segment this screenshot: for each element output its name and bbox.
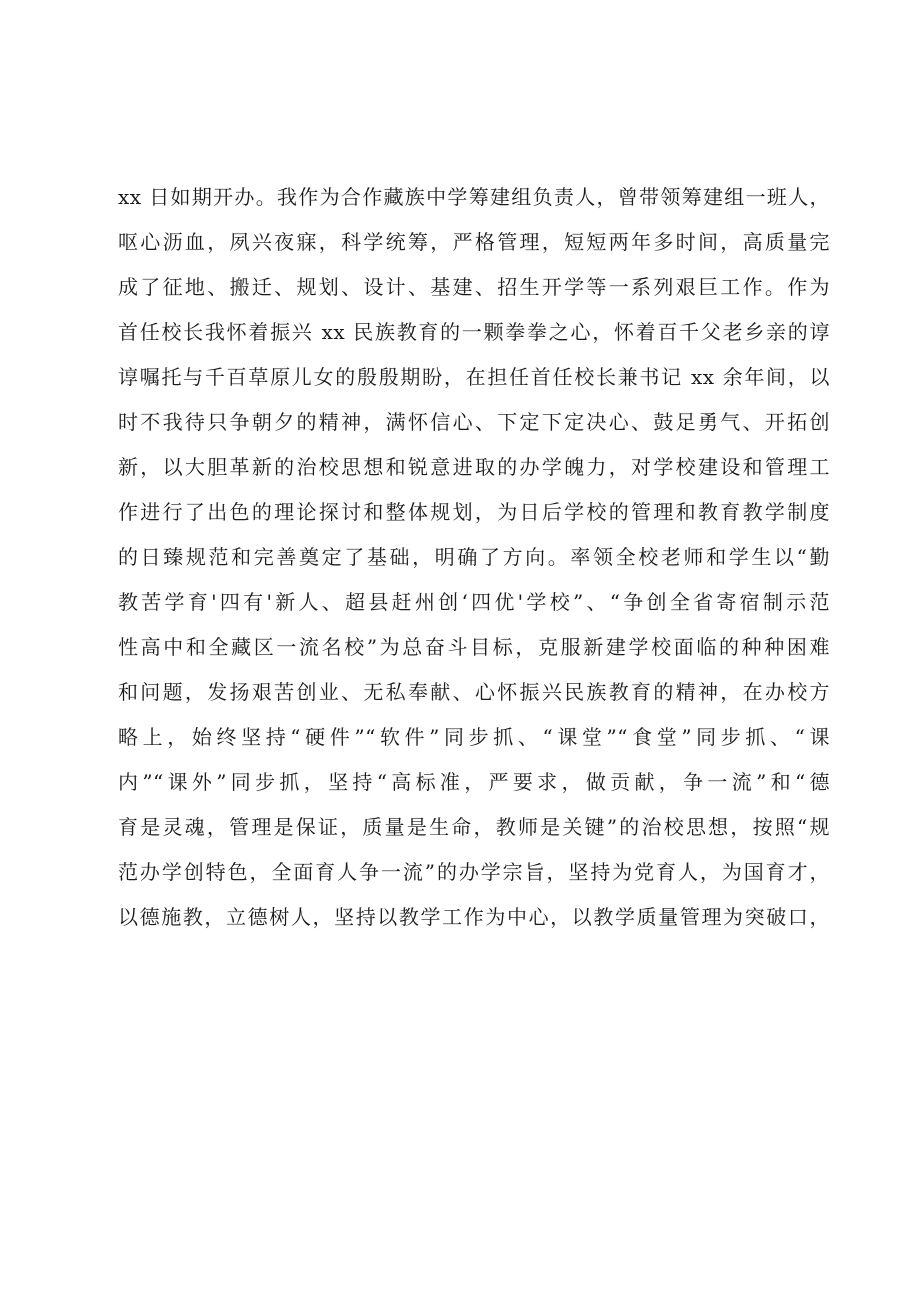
text-line: 时不我待只争朝夕的精神，满怀信心、下定下定决心、鼓足勇气、开拓创 [118, 410, 830, 434]
text-line: 内”“课外”同步抓，坚持“高标准，严要求，做贡献，争一流”和“德 [118, 770, 830, 794]
text-line: 首任校长我怀着振兴 xx 民族教育的一颗拳拳之心，怀着百千父老乡亲的谆 [118, 320, 830, 344]
text-line: 呕心沥血，夙兴夜寐，科学统筹，严格管理，短短两年多时间，高质量完 [118, 230, 830, 254]
text-line: 和问题，发扬艰苦创业、无私奉献、心怀振兴民族教育的精神，在办校方 [118, 680, 830, 704]
body-paragraph [118, 175, 830, 940]
text-line: 成了征地、搬迁、规划、设计、基建、招生开学等一系列艰巨工作。作为 [118, 275, 830, 299]
text-line: 谆嘱托与千百草原儿女的殷殷期盼，在担任首任校长兼书记 xx 余年间，以 [118, 365, 830, 389]
text-line: 的日臻规范和完善奠定了基础，明确了方向。率领全校老师和学生以“勤 [118, 545, 830, 569]
text-line: xx 日如期开办。我作为合作藏族中学筹建组负责人，曾带领筹建组一班人， [118, 185, 830, 209]
text-line: 性高中和全藏区一流名校”为总奋斗目标，克服新建学校面临的种种困难 [118, 635, 830, 659]
text-line: 范办学创特色，全面育人争一流”的办学宗旨，坚持为党育人，为国育才， [118, 860, 830, 884]
text-line: 略上，始终坚持“硬件”“软件”同步抓、“课堂”“食堂”同步抓、“课 [118, 725, 830, 749]
text-line: 以德施教，立德树人，坚持以教学工作为中心，以教学质量管理为突破口， [118, 905, 830, 929]
text-line: 教苦学育'四有'新人、超县赶州创‘四优'学校”、“争创全省寄宿制示范 [118, 590, 830, 614]
text-line: 育是灵魂，管理是保证，质量是生命，教师是关键”的治校思想，按照“规 [118, 815, 830, 839]
text-line: 作进行了出色的理论探讨和整体规划，为日后学校的管理和教育教学制度 [118, 500, 830, 524]
text-line: 新，以大胆革新的治校思想和锐意进取的办学魄力，对学校建设和管理工 [118, 455, 830, 479]
